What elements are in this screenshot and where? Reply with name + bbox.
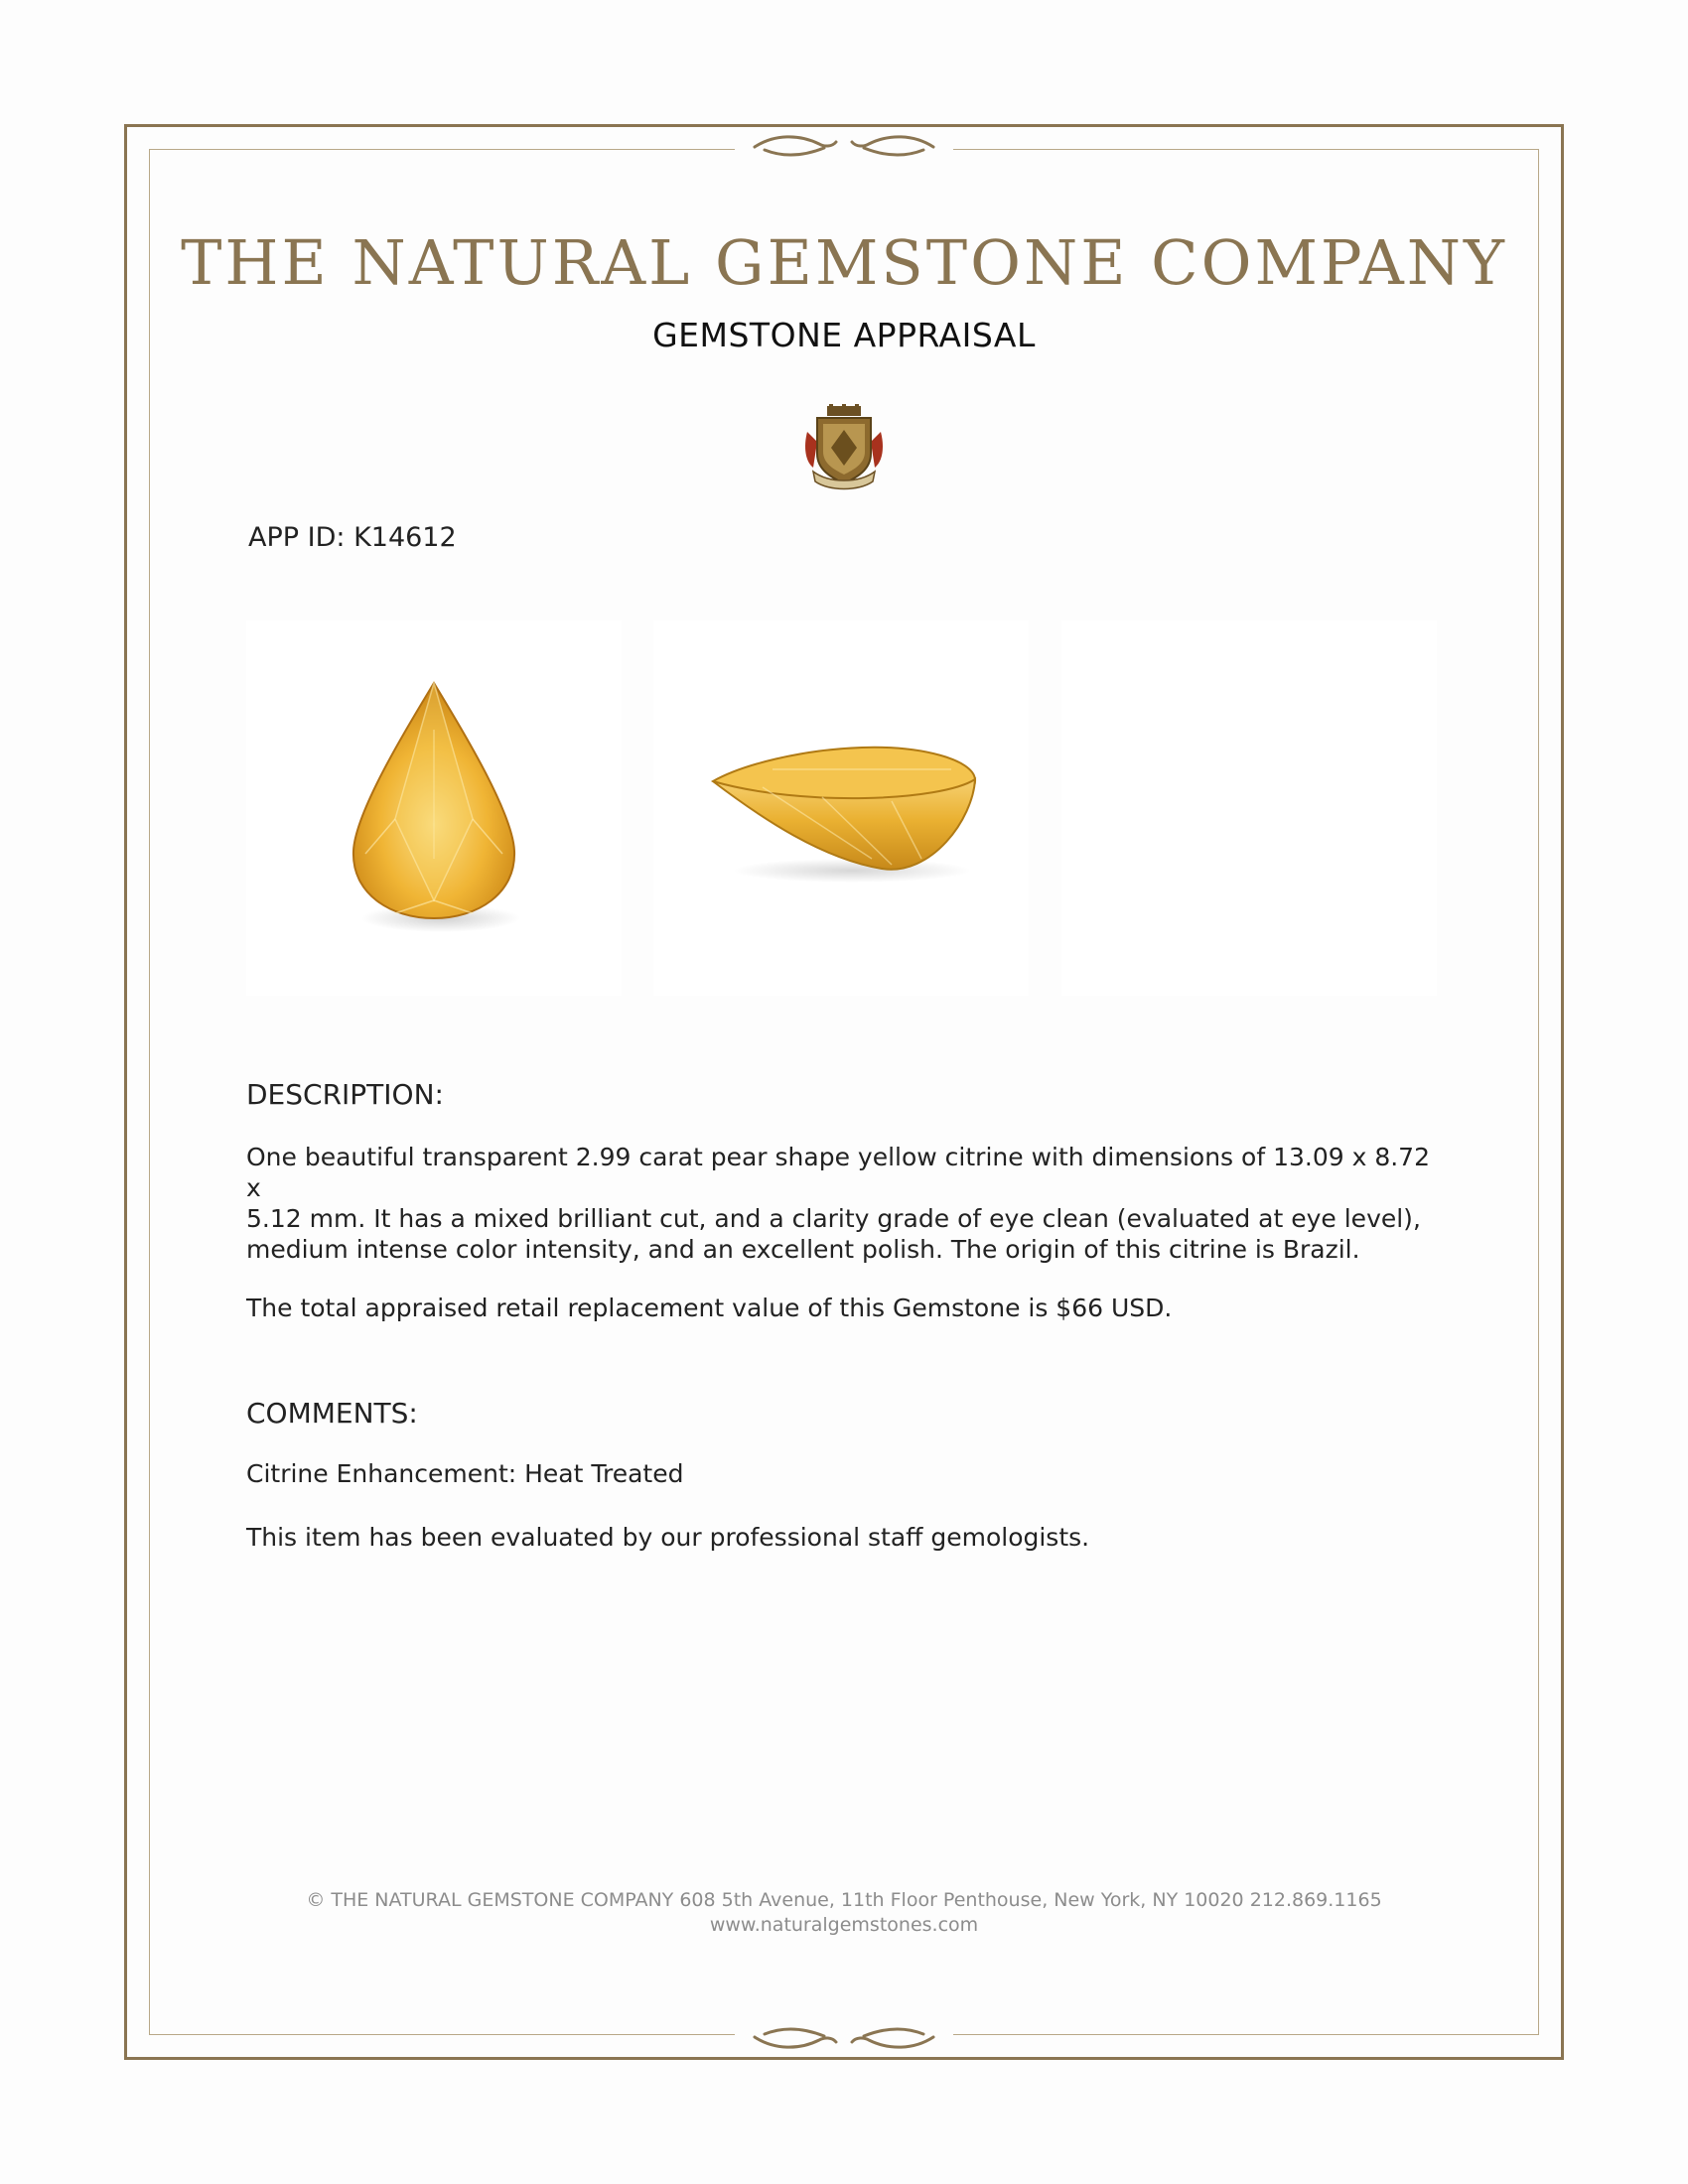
comments-heading: COMMENTS:	[246, 1397, 418, 1430]
description-heading: DESCRIPTION:	[246, 1078, 444, 1111]
appraised-value-statement: The total appraised retail replacement value of this Gemstone is $66 USD.	[246, 1294, 1173, 1322]
description-line: medium intense color intensity, and an excellent polish. The origin of this citrine is Brazil.	[246, 1235, 1360, 1264]
footer-address: © THE NATURAL GEMSTONE COMPANY 608 5th Avenue, 11th Floor Penthouse, New York, NY 10020 212.869.1165	[306, 1889, 1382, 1911]
gem-image-top-view	[246, 620, 622, 996]
app-id-value: K14612	[353, 522, 457, 553]
gem-image-empty-panel	[1061, 620, 1437, 996]
evaluation-comment: This item has been evaluated by our professional staff gemologists.	[246, 1523, 1090, 1552]
document-title: GEMSTONE APPRAISAL	[652, 316, 1036, 354]
bottom-flourish-ornament	[735, 2017, 953, 2057]
description-line: 5.12 mm. It has a mixed brilliant cut, and a clarity grade of eye clean (evaluated at eye level),	[246, 1204, 1421, 1233]
enhancement-comment: Citrine Enhancement: Heat Treated	[246, 1459, 684, 1488]
company-name: THE NATURAL GEMSTONE COMPANY	[181, 226, 1507, 299]
description-text	[246, 1142, 1438, 1265]
gem-image-side-view	[653, 620, 1029, 996]
app-id-label: APP ID:	[248, 522, 346, 553]
footer-website: www.naturalgemstones.com	[709, 1914, 979, 1936]
company-crest-logo	[799, 402, 889, 496]
top-flourish-ornament	[735, 127, 953, 167]
app-id	[248, 522, 457, 553]
description-line: One beautiful transparent 2.99 carat pear shape yellow citrine with dimensions of 13.09 x 8.72 x	[246, 1143, 1430, 1202]
